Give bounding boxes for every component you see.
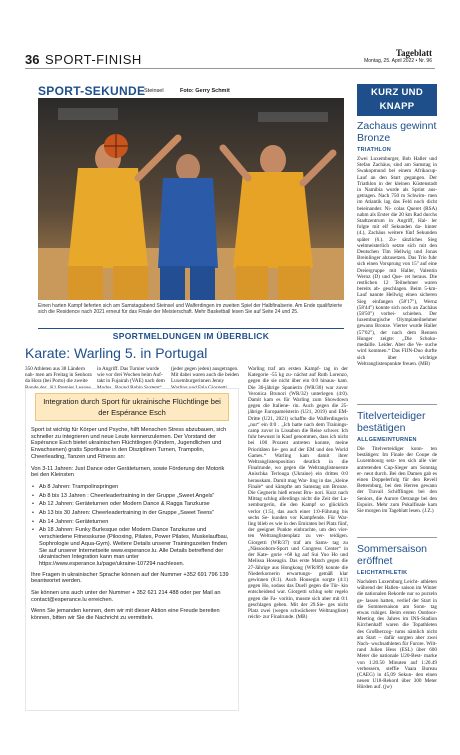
kurz-und-knapp-header: KURZ UND KNAPP xyxy=(357,84,437,116)
infobox-title: Integration durch Sport für ukrainische Flüchtlinge bei der Espérance Esch xyxy=(35,393,229,421)
issue-date: Montag, 25. April 2022 • Nr. 96 xyxy=(364,58,432,64)
infobox-ukrainian-phone: Ihre Fragen in ukrainischer Sprache können auf der Nummer +352 691 796 139 beantwortet werden. xyxy=(31,571,229,585)
karate-headline: Karate: Warling 5. in Portugal xyxy=(25,345,208,361)
list-item: • Ab 18 Jahren: Funky Burlesque oder Modern Dance Tanzkurse und verschiedene Fitnesskurse (Pilooxing, Pilates, Power Pilates, Muskelaufbau, Sophrologie und Aqua-Gym). Weitere Details unserer Trainingszeiten finden Sie auf unserer Internetseite www.esperance.lu. Alle Details betreffend der ukrainischen Integration kann man unter https://www.esperance.lu/page/ukraine-107294 nachlesen. xyxy=(31,527,233,567)
sport-sekunde-title: SPORT-SEKUNDE xyxy=(38,84,146,98)
article-divider xyxy=(357,404,437,405)
section-title: SPORT-FINISH xyxy=(45,52,142,67)
page-number: 36 xyxy=(25,52,40,67)
photo-caption: Einen harten Kampf lieferten sich am Samstagabend Steinsel und Walferdingen im zweiten Spiel der Halbfinalserie. Am Ende qualifizierte sich die Residence nach 2021 erneut für das Finale der Meisterschaft. Mehr Basketball lesen Sie auf Seite 24 und 25. xyxy=(38,303,343,316)
basketball-photo xyxy=(38,98,344,300)
basketball-photo-illustration xyxy=(38,98,344,300)
list-item: • Ab 13 bis 30 Jahren: Cheerleadertraining in der Gruppe „Sweet Teens“ xyxy=(31,510,233,517)
triathlon-text: Zwei Luxemburger, Bob Haller und Stefan Zachäus, sind am Samstag in Swakopmund bei einem Afrikacup-Lauf an den Start gegangen. Der Triathlon in der kleinen Küstenstadt in Namibia wurde als Sprint aus- getragen. Nach 750 m Schwim- men im Atlantik lag das Feld noch dicht beieinander. Ni- colas Queret (RSA) nahm als Erster die 20 km Rad durchs Stadtzentrum in Angriff, Hal- ler folgte mit elf Sekunden da- hinter (4.), Zachäus weitere fünf Sekunden später (6.). Zu- sätzliches Sieg weltmeisterlich setzte sich mit den Deutschen Tim Hellwig und Jonas Breinlinger abzusetzen. Das Trio fuhr sich einen Vorsprung von 15" auf eine Dreiergruppe mit Haller, Valentin Wernz (D) und Que- ret heraus. Die restlichen 12 Teilnehmer waren bereits ab- geschlagen. Beim 5-km-Lauf nannte Hellwig einen sicheren Sieg einfangen (58'17"), Wernz (58'44") konnte sich noch an Zachäus (58'50") vorbei- schieben. Der luxemburgische Olympiateilnehmer gewann Bronze. Vierter wurde Haller (57'02"), der nach dem Rennen Hunger zeigte: „Die Schoko- medaille. Leider. Aber die Ve- suche wird kommen.“ Das FIJN-Duo durfte sich über wichtige Weltranglistenpunkte freuen. (MB) xyxy=(357,156,437,367)
karate-column-2: in Angriff. Das Turnier wurde wie vor drei Wochen beim Auf- takt in Fujairah (VAE) nach dem xyxy=(97,366,165,385)
turnen-category: ALLGEMEINTURNEN xyxy=(357,437,417,443)
section-heading: SPORTMELDUNGEN IM ÜBERBLICK xyxy=(112,331,270,341)
sport-sekunde-location: Steinsel xyxy=(144,88,164,94)
list-item: • Ab 14 Jahren: Geräteturnen xyxy=(31,519,233,526)
header-divider xyxy=(25,68,435,69)
karate-column-3: (jeder gegen jeden) ausgetragen. Mit dabei waren auch die beiden Luxemburgerinnen Jenny xyxy=(171,366,239,385)
triathlon-category: TRIATHLON xyxy=(357,147,392,153)
karate-column-1: 350 Athleten aus 38 Ländern nah- men am Freitag in Senhora da Hora (bei Porto) die zweite xyxy=(25,366,92,385)
section-divider xyxy=(38,328,344,329)
infobox-closing: Wenn Sie jemanden kennen, dem wir mit dieser Aktion eine Freude bereiten können, bitten wir Sie die Nachricht zu vermitteln. xyxy=(31,608,220,622)
brand-logo: Tageblatt xyxy=(395,48,432,58)
leichtathletik-text: Nachdem Luxemburg Leicht- athleten während der Hallen- saison im Winter die nationalen Rekorde nur so purzeln ge- lassen hatten, verlief der Start in die Sommersaison am Sonn- tag etwas ruhiger. Beim ersten Outdoor-Meeting des Jahres im INS-Stadion Kirchenhaff waren die Topathleten des Großherzog- tums nämlich nicht am Start – dafür sorgten aber zwei Nach- wuchsathleten für Furore. Wilt- rand Julien Hess (ESL) über 600 Meter die nationale U20-Best- marke von 1:20.50 Minuten auf 1:20.49 verbessern, steffie Vaara Bureau (CAEG) in 45,09 Sekun- den einen neuen U18-Rekord über 300 Meter Hürden auf. (jw) xyxy=(357,579,437,691)
triathlon-headline: Zachaus gewinnt Bronze xyxy=(357,120,437,144)
list-item: • Ab 8 Jahren: Trampolinspringen xyxy=(31,484,233,491)
infobox-contact: Sie können uns auch unter der Nummer + 352 621 214 488 oder per Mail an contact@esperance.lu erreichen. xyxy=(31,590,221,603)
karate-column-4: Warling traf am ersten Kampf- tag in der Kategorie -55 kg zu- nächst auf Ruth Lorenzo, gegen die sie nicht über ein 0:0 hinaus- kam. Die 30-jährige Spanierin (WR/30) war zuvor Veronica Brunori (WR/32) unterlegen (4:0). Damit kam es für Warling zum Showdown gegen die Italiene- rin. Auch gegen die 25-jährige Europameisterin (U21, 2019) und EM-Dritte (U21, 2021) schaffte die Walferdingerin „nur“ ein 0:0 . „Ich hatte nach dem Trainings- camp zuvor in Lissabon die Reise schwer. Ich fuhr bewusst in Kauf genommen, dass ich nicht bei 100 Prozent antreten konnte, meine Prioritäten lie- gen auf der EM und den World Games.“ Warling kam damit ihrer Weltranglistenposition deutlich in die Finalrunde, wo gegen die Weltranglistenerste Anischka Terlouga (Ukraine) ein drittes 0:0 herauskam. Damit mag War- ling in das „kleine Finale“ und kämpfte am Samstag um Bronze. Die Gegnerin hieß erneut Bru- nori. Kurz nach Mittag schlug allerdings nicht die Zeit der Lu- xemburgerin, die den Kampf so glücklich verlor (1:5), das auch einer 1:0-Führung bis sechs Se- kunden vor Kampfende. Für War- ling blieb es wie in den Emiraten bei Platz fünf, der geeignet Punkte einbrachte, um den vier- ten Weltranglistenplatz zu ver- teidigen. Giorgetti (WR/37) traf am Sams- tag zu „Nässooborn-Sport und Congress Center“ in der Kate- gorie +68 kg auf Sui Yuo Ho und Melissa Hoseagin. Das erste Match gegen die 27-Jährige aus Hongkong (WR/89) konnte die Niederkornerin erwartungs- gemäß klar gewinnen (8:1). Auch Housegin sorgte (4:1) gegen Ho, sodass das Duell gegen die Tür- kin entscheidend war. Giorgetti schlug sehr regelo gegen die Fa- voritin, musste sich aber mit 0:1 geschlagen geben. Mit der 29.Sie- ges nicht Platz zwei (wegen schwächerer Weltrangliste) reicht- zur Finalrunde. (MB) xyxy=(248,366,348,621)
infobox-intro: Sport ist wichtig für Körper und Psyche, hilft Menschen Stress abzubauen, sich schneller zu integrieren und neue Leute kennenzulernen. Der Vorstand der Espérance Esch bietet ukrainischen Flüchtlingen (Kindern, Jugendlichen und Erwachsenen) gratis Sportkurse in den Disziplinen Turnen, Trampolin, Cheerleading, Tanzen und Fitness an: xyxy=(31,427,227,460)
photo-credit: Foto: Gerry Schmit xyxy=(180,88,230,94)
list-item: • Ab 8 bis 13 Jahren : Cheerleadertraining in der Gruppe „Sweet Angels“ xyxy=(31,493,233,500)
article-divider xyxy=(357,537,437,538)
infobox-age-range: Von 3-11 Jahren: Just Dance oder Geräteturnen, sowie Förderung der Motorik bei den Kleinsten xyxy=(31,465,225,479)
infobox-course-list xyxy=(31,484,233,568)
integration-infobox xyxy=(25,388,239,711)
leichtathletik-headline: Sommersaison eröffnet xyxy=(357,543,428,567)
leichtathletik-category: LEICHTATHLETIK xyxy=(357,570,408,576)
list-item: • Ab 12 Jahren: Geräteturnen oder Modern Dance & Ragga Tanzkurse xyxy=(31,501,233,508)
turnen-headline: Titelverteidiger bestätigen xyxy=(357,410,426,434)
turnen-text: Die Titelverteidiger konn- ten bestätigen: Im Finale der Coupe de Luxembourg setz- ten sich alle vier antretenden Cup-Sieger am Sonntag er- neut durch. Bei den Damen gab es einen Doppelerfolg für den Revell Bettemburg, bei den Herren gewann der Travail Schifflingen bei den Seniors, die Aurore Oetrange bei den Espoirs. Mehr zum Pokalfinale kam Sie morgen im Tageblatt lesen. (J.Z.) xyxy=(357,446,437,515)
